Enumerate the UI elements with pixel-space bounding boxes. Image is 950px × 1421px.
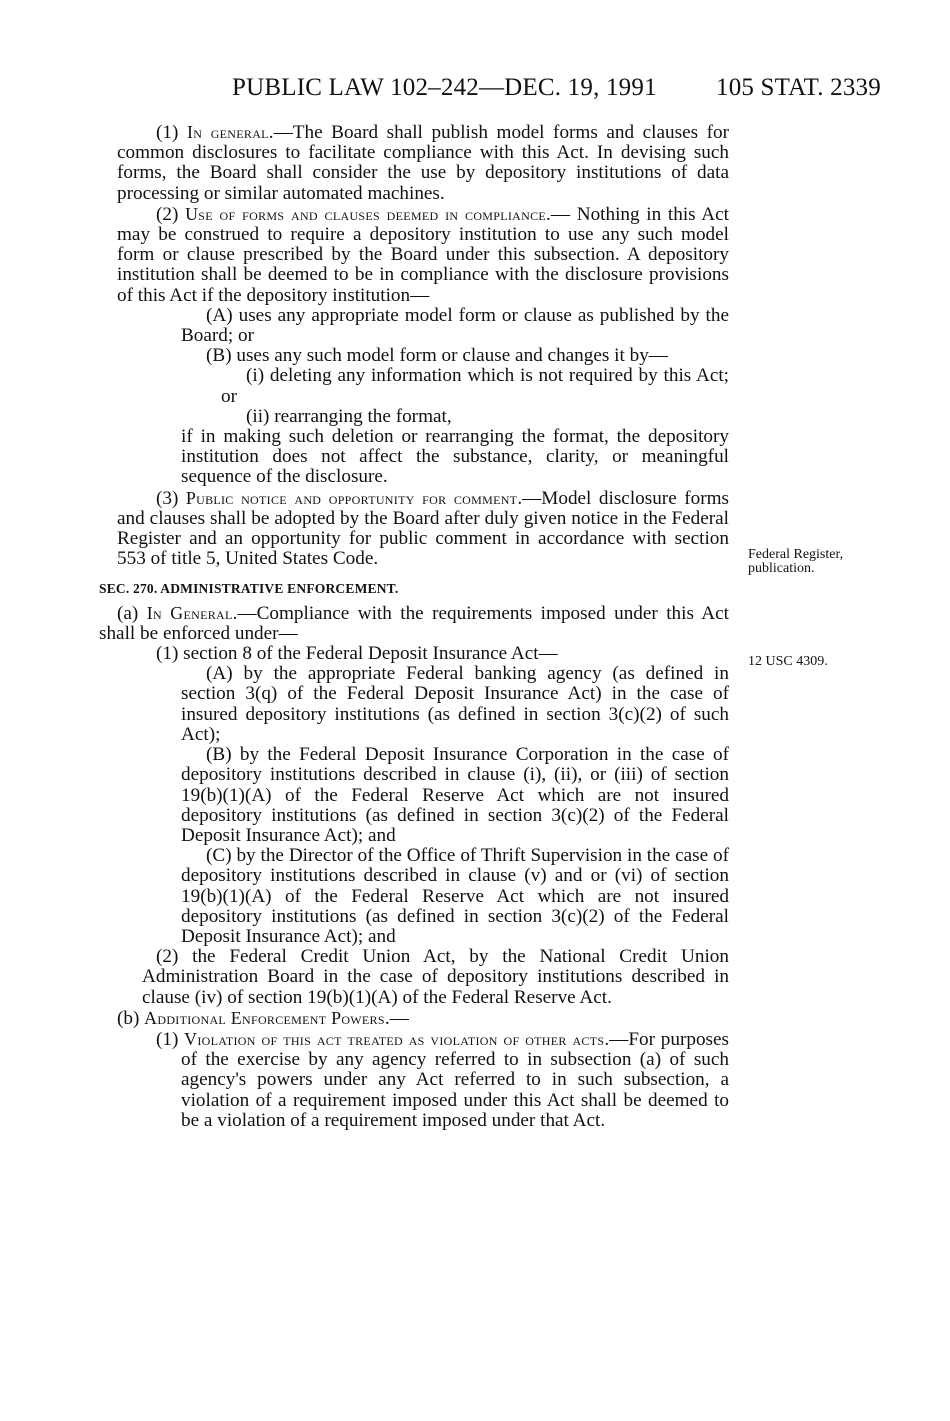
subclause-2Bii: (ii) rearranging the format, [246, 405, 452, 427]
margin-note-usc-citation: 12 USC 4309. [748, 654, 828, 669]
section-heading: SEC. 270. ADMINISTRATIVE ENFORCEMENT. [99, 581, 399, 597]
para-text: .—Model disclosure forms and clauses shall be adopted by the Board after duly given notice in the Federal Register and an opportunity for public comment in accordance with section 553 of title 5, United States Code. [117, 487, 729, 570]
para-number: (b) [117, 1007, 145, 1029]
document-body [99, 122, 730, 1131]
margin-note-federal-register: Federal Register, publication. [748, 547, 844, 576]
subsection-a-1-A: (A) by the appropriate Federal banking agency (as defined in section 3(q) of the Federal Deposit Insurance Act) in the case of insured depository institutions (as defined in section 3(c)(2) of such Act); [181, 663, 729, 745]
subsection-b-1 [117, 1029, 729, 1131]
para-number: (1) [156, 1028, 185, 1050]
para-text: .— [384, 1007, 409, 1029]
subsection-a-1: (1) section 8 of the Federal Deposit Insurance Act— [156, 643, 558, 665]
para-number: (a) [117, 602, 147, 624]
subsection-b [117, 1008, 729, 1029]
para-heading: Use of forms and clauses deemed in compliance [185, 203, 547, 224]
subsection-a-1-C: (C) by the Director of the Office of Thrift Supervision in the case of depository institutions described in clause (v) and or (vi) of section 19(b)(1)(A) of the Federal Reserve Act which are not insured depository institutions (as defined in section 3(c)(2) of the Federal Deposit Insurance Act); and [181, 845, 729, 947]
stat-page-number: 105 STAT. 2339 [716, 74, 881, 101]
para-heading: Violation of this act treated as violation of other acts [184, 1028, 605, 1049]
para-number: (1) [156, 122, 187, 143]
page-header [0, 74, 950, 114]
para-number: (2) [156, 203, 186, 225]
running-title: PUBLIC LAW 102–242—DEC. 19, 1991 [232, 74, 657, 101]
clause-2-tail: if in making such deletion or rearranging the format, the depository institution does not affect the substance, clarity, or meaningful sequence of the disclosure. [181, 426, 729, 488]
para-text: .— Nothing in this Act may be construed to require a depository institution to use any such model form or clause prescribed by the Board under this subsection. A depository institution shall be deemed to be in compliance with the disclosure provisions of this Act if the depository institution— [117, 203, 729, 306]
clause-2B: (B) uses any such model form or clause and changes it by— [206, 345, 668, 367]
para-heading: Public notice and opportunity for comment [185, 487, 518, 508]
paragraph-3-public-notice [117, 488, 729, 570]
subclause-2Bi: (i) deleting any information which is not required by this Act; or [221, 365, 729, 407]
para-number: (3) [156, 487, 186, 509]
para-text: .—For purposes of the exercise by any agency referred to in subsection (a) of such agency's powers under any Act referred to in such subsection, a violation of a requirement imposed under this Act shall be deemed to be a violation of a requirement imposed under that Act. [181, 1028, 729, 1131]
para-heading: In General [146, 602, 233, 623]
para-text: .—The Board shall publish model forms and clauses for common disclosures to facilitate compliance with this Act. In devising such forms, the Board shall consider the use by depository institutions of data processing or similar automated machines. [117, 122, 730, 204]
subsection-a-1-B: (B) by the Federal Deposit Insurance Corporation in the case of depository institutions described in clause (i), (ii), or (iii) of section 19(b)(1)(A) of the Federal Reserve Act which are not insured depository institutions (as defined in section 3(c)(2) of the Federal Deposit Insurance Act); and [181, 744, 729, 846]
para-heading: In general [186, 122, 269, 142]
subsection-a-2: (2) the Federal Credit Union Act, by the National Credit Union Administration Board in the case of depository institutions described in clause (iv) of section 19(b)(1)(A) of the Federal Reserve Act. [142, 946, 729, 1008]
para-heading: Additional Enforcement Powers [144, 1007, 385, 1028]
paragraph-1-in-general [117, 122, 729, 204]
para-text: .—Compliance with the requirements imposed under this Act shall be enforced under— [99, 602, 729, 644]
clause-2A: (A) uses any appropriate model form or clause as published by the Board; or [181, 304, 729, 347]
subsection-a [99, 603, 729, 644]
paragraph-2-use-of-forms [117, 204, 729, 306]
